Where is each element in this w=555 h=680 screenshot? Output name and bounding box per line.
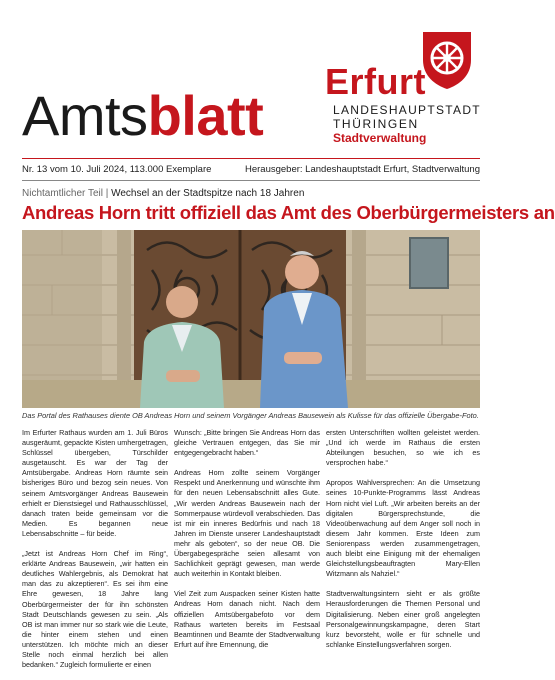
article-column-3 [326, 428, 480, 660]
photo-caption: Das Portal des Rathauses diente OB Andreas Horn und seinem Vorgänger Andreas Bausewein als Kulisse für das offizielle Übergabe-Foto. [22, 411, 479, 420]
publisher-info: Herausgeber: Landeshauptstadt Erfurt, Stadtverwaltung [244, 164, 480, 175]
masthead-title-part2: blatt [147, 84, 264, 147]
brand-line-state: THÜRINGEN [333, 117, 419, 131]
section-label: Nichtamtlicher Teil | [22, 188, 109, 199]
masthead-title [22, 86, 263, 146]
article-paragraph: ersten Unterschriften wollten geleistet werden. „Und ich werde im Rathaus die ersten Abteilungen besuchen, so wie ich es versprochen habe.“ [326, 428, 480, 468]
article-column-1 [22, 428, 168, 680]
article-paragraph: Viel Zeit zum Auspacken seiner Kisten hatte Andreas Horn danach nicht. Nach dem offiziellen Amtsübergabefoto vor dem Rathaus warteten bereits im Festsaal Beamtinnen und Beamte der Stadtverwaltung Erfurt auf ihre Ernennung, die [174, 589, 320, 649]
brand-line-capital: LANDESHAUPTSTADT [333, 103, 481, 117]
article-kicker [22, 188, 304, 199]
masthead [0, 0, 500, 160]
article-paragraph: Apropos Wahlversprechen: An die Umsetzung seines 10-Punkte-Programms lässt Andreas Horn nicht viel Luft. „Wir arbeiten bereits an der digitalen Bürgersprechstunde, die Videoüberwachung auf dem Anger soll noch in diesem Jahr kommen. Erste Ideen zum Seniorenpass werden zusammengetragen, auch bleibt eine Einigung mit der ehemaligen Gleichstellungsbeauftragten Mary-Ellen Witzmann als Nahziel.“ [326, 478, 480, 579]
info-rule [22, 180, 480, 181]
masthead-title-part1: Amts [22, 84, 148, 147]
article-paragraph: „Jetzt ist Andreas Horn Chef im Ring“, erklärte Andreas Bausewein, „wir hatten ein deutliches Wahlergebnis, als Demokrat hat man das zu akzeptieren“. Es sei ihm eine Ehre gewesen, 18 Jahre lang Oberbürgermeister der für ihn schönsten Stadt Deutschlands gewesen zu sein. „Als OB ist man immer nur so stark wie die Leute, die hinter einem stehen und einen unterstützen. Ich möchte mich an dieser Stelle noch einmal herzlich bei allen bedanken.“ Zugleich formulierte er einen [22, 549, 168, 670]
article-photo [22, 230, 480, 408]
article-paragraph: Andreas Horn zollte seinem Vorgänger Respekt und Anerkennung und wünschte ihm für den neuen Lebensabschnitt alles Gute. „Wir werden Andreas Bausewein nach der Sommerpause würdevoll verabschieden. Das ist mir ein inneres Bedürfnis und nach 18 Jahren im Dienste unserer Landeshauptstadt mehr als geboten“, so der neue OB. Die Übergabegespräche seien allesamt von Sachlichkeit geprägt gewesen, man werde auch weiterhin in Kontakt bleiben. [174, 468, 320, 579]
article-paragraph: Stadtverwaltungsintern sieht er als größte Herausforderungen die Themen Personal und Digitalisierung. Neben einer groß angelegten Personalgewinnungskampagne, deren Start kurz bevorsteht, wolle er für schnelle und schlanke Einstellungsverfahren sorgen. [326, 589, 480, 649]
article-headline: Andreas Horn tritt offiziell das Amt des Oberbürgermeisters an [22, 202, 555, 223]
brand-line-administration: Stadtverwaltung [333, 131, 427, 145]
issue-info: Nr. 13 vom 10. Juli 2024, 113.000 Exemplare [22, 164, 212, 175]
topic-label: Wechsel an der Stadtspitze nach 18 Jahren [111, 188, 305, 199]
erfurt-wheel-crest-icon [421, 30, 473, 90]
article-column-2 [174, 428, 320, 660]
article-paragraph: Im Erfurter Rathaus wurden am 1. Juli Büros ausgeräumt, gepackte Kisten umhergetragen, Schlüssel übergeben, Türschilder ausgetauscht. Es war der Tag der Amtsübergabe. Andreas Horn räumte sein bisheriges Büro und bezog sein neues. Von seinem Amtsvorgänger Andreas Bausewein erhielt er Dienstsiegel und Rathausschlüssel, danach traten beide gemeinsam vor die Medien. Es begannen neue Lebensabschnitte – für beide. [22, 428, 168, 538]
masthead-rule [22, 158, 480, 159]
brand-name: Erfurt [325, 61, 426, 102]
article-paragraph: Wunsch: „Bitte bringen Sie Andreas Horn das gleiche Vertrauen entgegen, das Sie mir entgegengebracht haben.“ [174, 428, 320, 458]
